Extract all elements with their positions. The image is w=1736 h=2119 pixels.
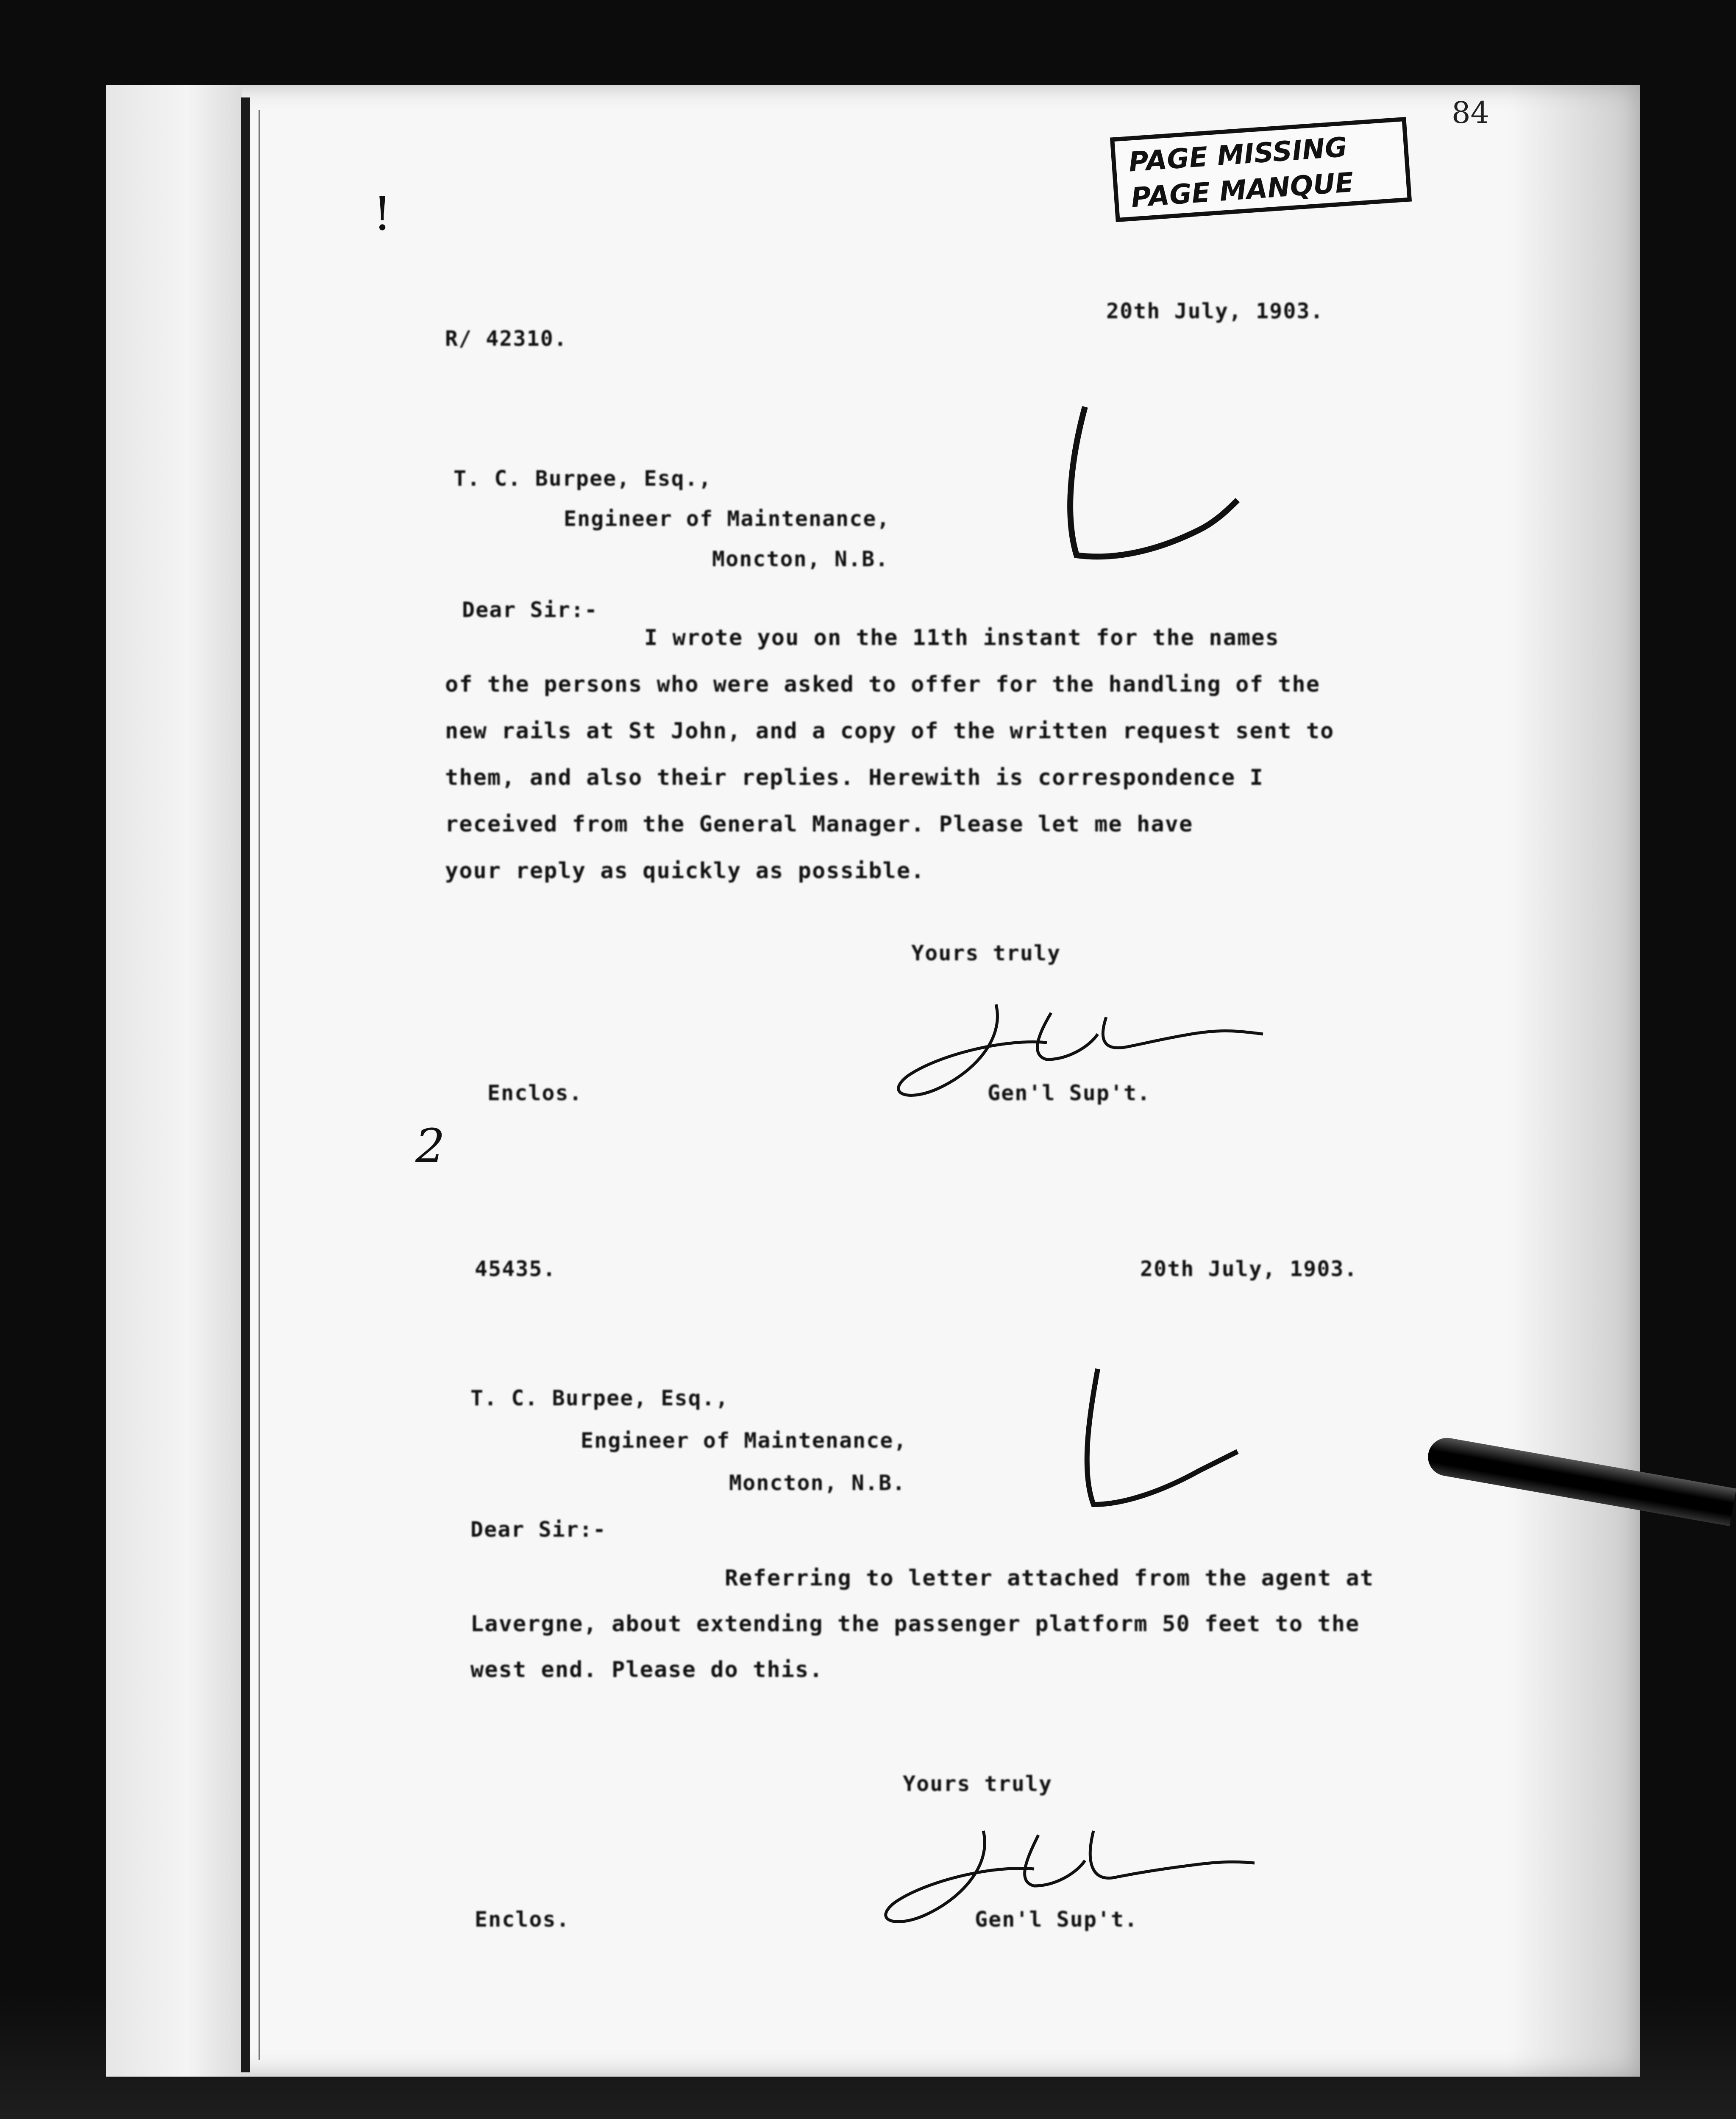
stamp-line-1: PAGE MISSING — [1127, 131, 1348, 178]
letter1-enclosure: Enclos. — [487, 1081, 583, 1105]
letter2-reference: 45435. — [475, 1257, 556, 1281]
letter2-addressee-place: Moncton, N.B. — [729, 1471, 906, 1495]
stamp-line-2: PAGE MANQUE — [1130, 167, 1355, 214]
letter1-addressee-place: Moncton, N.B. — [712, 547, 889, 571]
letter1-body-line-3: new rails at St John, and a copy of the written request sent to — [445, 718, 1335, 744]
letter1-addressee-title: Engineer of Maintenance, — [564, 506, 890, 531]
letter2-signature-title: Gen'l Sup't. — [975, 1907, 1138, 1932]
letter1-reference: R/ 42310. — [445, 326, 568, 351]
letter1-body-line-4: them, and also their replies. Herewith is correspondence I — [445, 765, 1264, 790]
letter2-body — [470, 1555, 1374, 1693]
letter2-body-line-3: west end. Please do this. — [470, 1657, 823, 1682]
letter2-checkmark — [1060, 1365, 1271, 1526]
letter2-salutation: Dear Sir:- — [470, 1517, 607, 1542]
letter2-body-line-1: Referring to letter attached from the agent at — [725, 1566, 1374, 1591]
letter1-body-line-6: your reply as quickly as possible. — [445, 858, 925, 884]
letter1-body — [445, 615, 1334, 894]
letter1-body-line-1: I wrote you on the 11th instant for the names — [644, 625, 1280, 651]
margin-mark-1: ! — [373, 186, 392, 241]
binding-edge — [241, 97, 250, 2072]
letter2-body-line-2: Lavergne, about extending the passenger platform 50 feet to the — [470, 1611, 1360, 1637]
letter2-addressee-title: Engineer of Maintenance, — [581, 1428, 907, 1453]
page-left-margin — [106, 85, 242, 2077]
letter1-salutation: Dear Sir:- — [462, 598, 598, 622]
letter2-date: 20th July, 1903. — [1140, 1257, 1358, 1281]
letter1-closing: Yours truly — [911, 941, 1061, 965]
letter1-date: 20th July, 1903. — [1106, 299, 1324, 323]
letter1-addressee-name: T. C. Burpee, Esq., — [453, 466, 712, 491]
folio-number: 84 — [1452, 95, 1490, 130]
letter2-signature — [856, 1814, 1259, 1941]
margin-mark-2: 2 — [415, 1119, 445, 1173]
letter1-checkmark — [1038, 403, 1293, 581]
letter1-body-line-5: received from the General Manager. Please let me have — [445, 812, 1194, 837]
letter2-addressee-name: T. C. Burpee, Esq., — [470, 1386, 729, 1410]
letter2-closing: Yours truly — [903, 1771, 1053, 1796]
letter1-signature — [869, 987, 1271, 1106]
letter2-enclosure: Enclos. — [475, 1907, 570, 1932]
page-right-shadow — [1509, 85, 1640, 2077]
letter1-body-line-2: of the persons who were asked to offer for the handling of the — [445, 672, 1321, 697]
binding-edge-inner — [259, 110, 260, 2060]
letter1-signature-title: Gen'l Sup't. — [988, 1081, 1151, 1105]
